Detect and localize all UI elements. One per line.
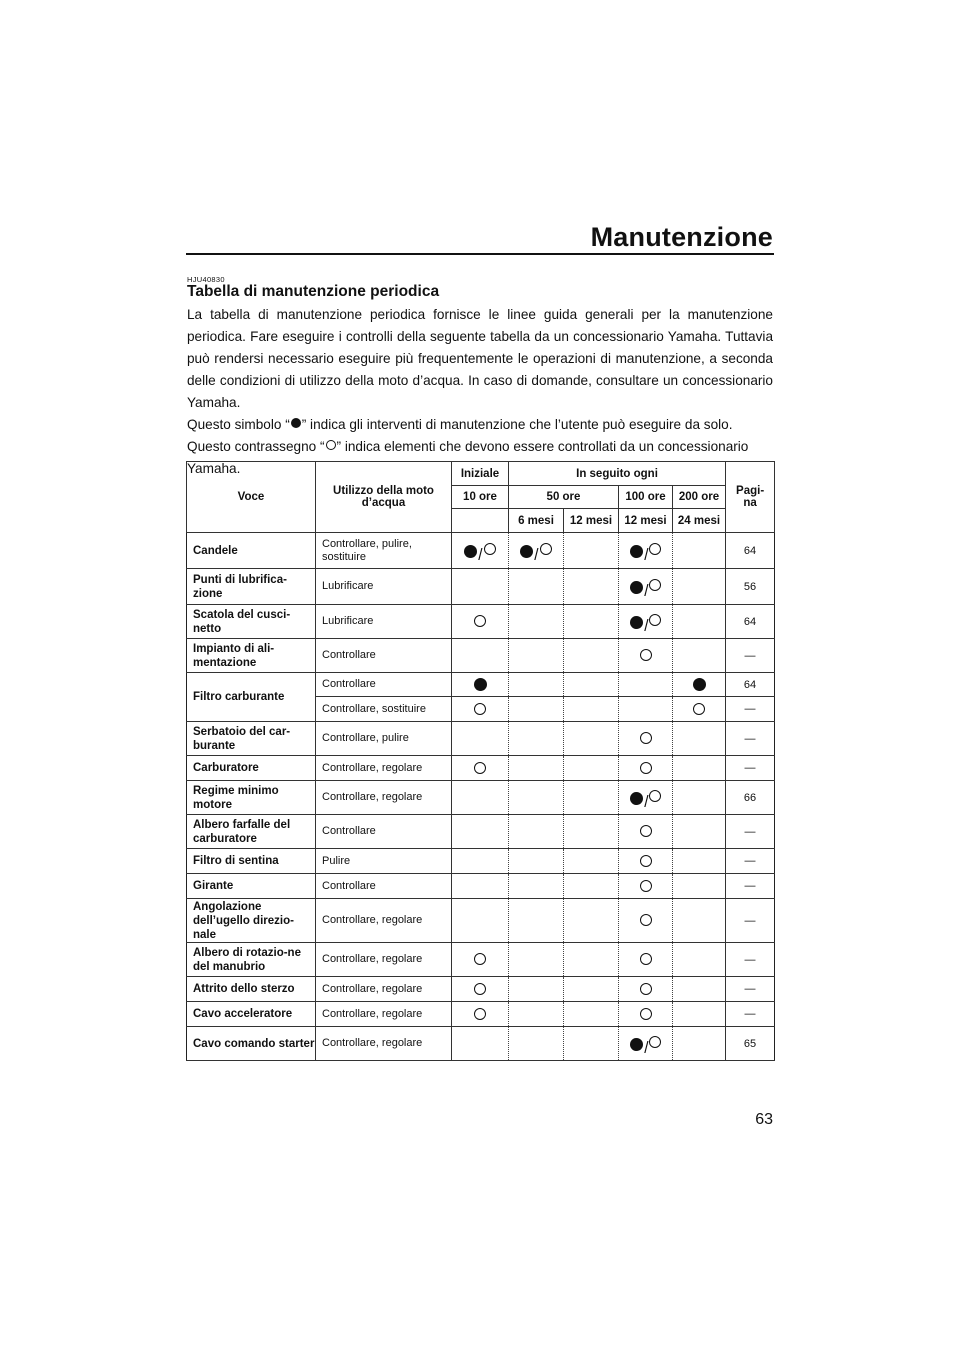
row-item: Punti di lubrifica-zione bbox=[187, 569, 316, 605]
mark-cell bbox=[452, 673, 509, 697]
table-row bbox=[187, 722, 775, 756]
mark-cell bbox=[452, 943, 509, 977]
table-row bbox=[187, 639, 775, 673]
open-circle-icon bbox=[640, 983, 652, 995]
open-circle-icon bbox=[640, 953, 652, 965]
mark-cell bbox=[509, 569, 564, 605]
mark-cell bbox=[564, 1002, 619, 1027]
mark-cell bbox=[564, 673, 619, 697]
intro-paragraph: La tabella di manutenzione periodica fornisce le linee guida generali per la manutenzione periodica. Fare eseguire i controlli della seguente tabella da un concessionario Yamaha. Tuttavia può rendersi necessario eseguire più frequentemente le operazioni di manutenzione, a seconda delle condizioni di utilizzo della moto d’acqua. In caso di domande, consultare un concessionario Yamaha. bbox=[187, 307, 773, 410]
mark-cell bbox=[619, 533, 673, 569]
mark-cell bbox=[452, 899, 509, 943]
mark-cell bbox=[564, 533, 619, 569]
open-circle-icon bbox=[474, 703, 486, 715]
mark-cell bbox=[509, 1002, 564, 1027]
mark-cell bbox=[509, 722, 564, 756]
mark-cell bbox=[673, 1027, 726, 1061]
section-code: HJU40830 bbox=[187, 275, 225, 284]
row-page: 65 bbox=[726, 1027, 775, 1061]
table-row bbox=[187, 673, 775, 697]
row-page: — bbox=[726, 849, 775, 874]
mark-cell bbox=[619, 605, 673, 639]
mark-cell bbox=[564, 781, 619, 815]
mark-cell bbox=[619, 1002, 673, 1027]
row-page: 64 bbox=[726, 533, 775, 569]
row-item: Albero farfalle del carburatore bbox=[187, 815, 316, 849]
open-circle-icon bbox=[640, 732, 652, 744]
page-number: 63 bbox=[755, 1111, 773, 1128]
header-initial-empty bbox=[452, 509, 509, 533]
mark-cell bbox=[673, 815, 726, 849]
table-row bbox=[187, 943, 775, 977]
mark-cell bbox=[619, 849, 673, 874]
mark-cell bbox=[509, 1027, 564, 1061]
row-use: Pulire bbox=[316, 849, 452, 874]
row-item: Cavo acceleratore bbox=[187, 1002, 316, 1027]
mark-cell bbox=[509, 815, 564, 849]
open-circle-icon bbox=[640, 1008, 652, 1020]
mark-cell bbox=[452, 756, 509, 781]
row-item: Albero di rotazio-ne del manubrio bbox=[187, 943, 316, 977]
row-page: 66 bbox=[726, 781, 775, 815]
mark-cell bbox=[564, 1027, 619, 1061]
row-item: Girante bbox=[187, 874, 316, 899]
open-circle-icon bbox=[640, 762, 652, 774]
mark-cell bbox=[564, 605, 619, 639]
header-200-hours: 200 ore bbox=[673, 486, 726, 509]
mark-cell bbox=[673, 639, 726, 673]
open-circle-icon bbox=[640, 914, 652, 926]
mark-cell bbox=[564, 899, 619, 943]
mark-cell bbox=[673, 756, 726, 781]
row-use: Controllare, regolare bbox=[316, 1027, 452, 1061]
mark-cell bbox=[509, 673, 564, 697]
header-page: Pagi-na bbox=[726, 462, 775, 533]
row-use: Controllare, regolare bbox=[316, 781, 452, 815]
row-use: Controllare, regolare bbox=[316, 943, 452, 977]
open-circle-icon bbox=[640, 825, 652, 837]
maintenance-table bbox=[186, 461, 775, 1061]
table-row bbox=[187, 849, 775, 874]
open-circle-icon bbox=[474, 1008, 486, 1020]
table-body bbox=[187, 533, 775, 1061]
filled-circle-icon bbox=[693, 678, 706, 691]
mark-cell bbox=[673, 977, 726, 1002]
filled-open-circle-icon: / bbox=[630, 543, 662, 559]
header-10-hours: 10 ore bbox=[452, 486, 509, 509]
row-use: Controllare, pulire bbox=[316, 722, 452, 756]
row-item: Scatola del cusci-netto bbox=[187, 605, 316, 639]
row-use: Lubrificare bbox=[316, 569, 452, 605]
mark-cell bbox=[509, 756, 564, 781]
mark-cell bbox=[564, 697, 619, 722]
row-use: Controllare, pulire, sostituire bbox=[316, 533, 452, 569]
header-12-months-b: 12 mesi bbox=[619, 509, 673, 533]
filled-open-circle-icon: / bbox=[520, 543, 552, 559]
row-use: Controllare, regolare bbox=[316, 977, 452, 1002]
mark-cell bbox=[509, 781, 564, 815]
mark-cell bbox=[564, 569, 619, 605]
mark-cell bbox=[509, 639, 564, 673]
mark-cell bbox=[619, 781, 673, 815]
mark-cell bbox=[564, 849, 619, 874]
row-page: — bbox=[726, 943, 775, 977]
table-row bbox=[187, 899, 775, 943]
mark-cell bbox=[564, 977, 619, 1002]
open-circle-icon bbox=[326, 440, 336, 450]
mark-cell bbox=[619, 756, 673, 781]
open-circle-icon bbox=[640, 855, 652, 867]
table-row bbox=[187, 1027, 775, 1061]
row-page: — bbox=[726, 977, 775, 1002]
row-page: — bbox=[726, 899, 775, 943]
open-circle-icon bbox=[474, 615, 486, 627]
table-row bbox=[187, 815, 775, 849]
mark-cell bbox=[673, 697, 726, 722]
row-item: Impianto di ali-mentazione bbox=[187, 639, 316, 673]
mark-cell bbox=[619, 899, 673, 943]
symbol-filled-note-after: ” indica gli interventi di manutenzione che l’utente può eseguire da solo. bbox=[301, 417, 733, 432]
mark-cell bbox=[673, 569, 726, 605]
mark-cell bbox=[509, 899, 564, 943]
header-initial: Iniziale bbox=[452, 462, 509, 486]
table-row bbox=[187, 1002, 775, 1027]
row-use: Controllare, regolare bbox=[316, 899, 452, 943]
row-item: Carburatore bbox=[187, 756, 316, 781]
header-item: Voce bbox=[187, 462, 316, 533]
mark-cell bbox=[673, 781, 726, 815]
mark-cell bbox=[619, 874, 673, 899]
row-page: — bbox=[726, 815, 775, 849]
row-use: Controllare bbox=[316, 874, 452, 899]
open-circle-icon bbox=[474, 762, 486, 774]
row-use: Controllare bbox=[316, 673, 452, 697]
mark-cell bbox=[564, 639, 619, 673]
row-page: 64 bbox=[726, 673, 775, 697]
row-page: — bbox=[726, 697, 775, 722]
mark-cell bbox=[452, 1002, 509, 1027]
mark-cell bbox=[673, 605, 726, 639]
mark-cell bbox=[619, 569, 673, 605]
row-item: Candele bbox=[187, 533, 316, 569]
page-header-title: Manutenzione bbox=[590, 222, 773, 252]
table-header bbox=[187, 462, 775, 533]
mark-cell bbox=[564, 756, 619, 781]
filled-circle-icon bbox=[474, 678, 487, 691]
mark-cell bbox=[564, 815, 619, 849]
mark-cell bbox=[509, 943, 564, 977]
table-row bbox=[187, 781, 775, 815]
mark-cell bbox=[673, 722, 726, 756]
row-use: Controllare bbox=[316, 815, 452, 849]
mark-cell bbox=[619, 1027, 673, 1061]
mark-cell bbox=[452, 697, 509, 722]
mark-cell bbox=[619, 815, 673, 849]
table-row bbox=[187, 756, 775, 781]
header-12-months-a: 12 mesi bbox=[564, 509, 619, 533]
mark-cell bbox=[452, 639, 509, 673]
header-100-hours: 100 ore bbox=[619, 486, 673, 509]
open-circle-icon bbox=[474, 953, 486, 965]
mark-cell bbox=[452, 722, 509, 756]
mark-cell bbox=[509, 849, 564, 874]
row-page: — bbox=[726, 1002, 775, 1027]
header-rule bbox=[186, 253, 774, 255]
mark-cell bbox=[564, 943, 619, 977]
mark-cell bbox=[673, 874, 726, 899]
open-circle-icon bbox=[640, 880, 652, 892]
filled-open-circle-icon: / bbox=[630, 579, 662, 595]
mark-cell bbox=[564, 722, 619, 756]
row-page: — bbox=[726, 874, 775, 899]
table-row bbox=[187, 874, 775, 899]
mark-cell bbox=[673, 943, 726, 977]
symbol-open-note-after: ” indica elementi che devono essere controllati da un concessionario Yamaha. bbox=[187, 439, 749, 476]
header-use: Utilizzo della moto d’acqua bbox=[316, 462, 452, 533]
symbol-filled-note-before: Questo simbolo “ bbox=[187, 417, 290, 432]
mark-cell bbox=[509, 697, 564, 722]
mark-cell bbox=[452, 569, 509, 605]
mark-cell bbox=[619, 673, 673, 697]
header-50-hours: 50 ore bbox=[509, 486, 619, 509]
row-use: Controllare, sostituire bbox=[316, 697, 452, 722]
mark-cell bbox=[673, 673, 726, 697]
open-circle-icon bbox=[693, 703, 705, 715]
table-row bbox=[187, 569, 775, 605]
mark-cell bbox=[509, 977, 564, 1002]
row-page: 56 bbox=[726, 569, 775, 605]
mark-cell bbox=[509, 533, 564, 569]
row-page: — bbox=[726, 756, 775, 781]
row-use: Lubrificare bbox=[316, 605, 452, 639]
mark-cell bbox=[619, 697, 673, 722]
header-24-months: 24 mesi bbox=[673, 509, 726, 533]
mark-cell bbox=[619, 977, 673, 1002]
row-item: Angolazione dell’ugello direzio-nale bbox=[187, 899, 316, 943]
mark-cell bbox=[673, 849, 726, 874]
table-row bbox=[187, 605, 775, 639]
mark-cell bbox=[509, 874, 564, 899]
table-row bbox=[187, 977, 775, 1002]
row-use: Controllare bbox=[316, 639, 452, 673]
symbol-filled-note bbox=[187, 414, 773, 436]
mark-cell bbox=[619, 722, 673, 756]
mark-cell bbox=[452, 849, 509, 874]
mark-cell bbox=[564, 874, 619, 899]
filled-circle-icon bbox=[291, 418, 301, 428]
symbol-open-note-before: Questo contrassegno “ bbox=[187, 439, 325, 454]
row-use: Controllare, regolare bbox=[316, 1002, 452, 1027]
header-6-months: 6 mesi bbox=[509, 509, 564, 533]
mark-cell bbox=[452, 1027, 509, 1061]
open-circle-icon bbox=[474, 983, 486, 995]
row-use: Controllare, regolare bbox=[316, 756, 452, 781]
row-item: Attrito dello sterzo bbox=[187, 977, 316, 1002]
header-every: In seguito ogni bbox=[509, 462, 726, 486]
open-circle-icon bbox=[640, 649, 652, 661]
mark-cell bbox=[452, 874, 509, 899]
section-title: Tabella di manutenzione periodica bbox=[187, 283, 440, 300]
mark-cell bbox=[452, 533, 509, 569]
mark-cell bbox=[452, 815, 509, 849]
mark-cell bbox=[452, 781, 509, 815]
intro-text bbox=[187, 304, 773, 480]
mark-cell bbox=[619, 639, 673, 673]
mark-cell bbox=[452, 977, 509, 1002]
row-item: Filtro carburante bbox=[187, 673, 316, 722]
row-item: Regime minimo motore bbox=[187, 781, 316, 815]
filled-open-circle-icon: / bbox=[630, 614, 662, 630]
filled-open-circle-icon: / bbox=[630, 790, 662, 806]
row-page: — bbox=[726, 639, 775, 673]
mark-cell bbox=[673, 899, 726, 943]
mark-cell bbox=[452, 605, 509, 639]
row-page: 64 bbox=[726, 605, 775, 639]
mark-cell bbox=[673, 1002, 726, 1027]
table-row bbox=[187, 533, 775, 569]
mark-cell bbox=[673, 533, 726, 569]
filled-open-circle-icon: / bbox=[630, 1036, 662, 1052]
row-item: Serbatoio del car-burante bbox=[187, 722, 316, 756]
row-page: — bbox=[726, 722, 775, 756]
row-item: Filtro di sentina bbox=[187, 849, 316, 874]
mark-cell bbox=[619, 943, 673, 977]
filled-open-circle-icon: / bbox=[464, 543, 496, 559]
row-item: Cavo comando starter bbox=[187, 1027, 316, 1061]
mark-cell bbox=[509, 605, 564, 639]
